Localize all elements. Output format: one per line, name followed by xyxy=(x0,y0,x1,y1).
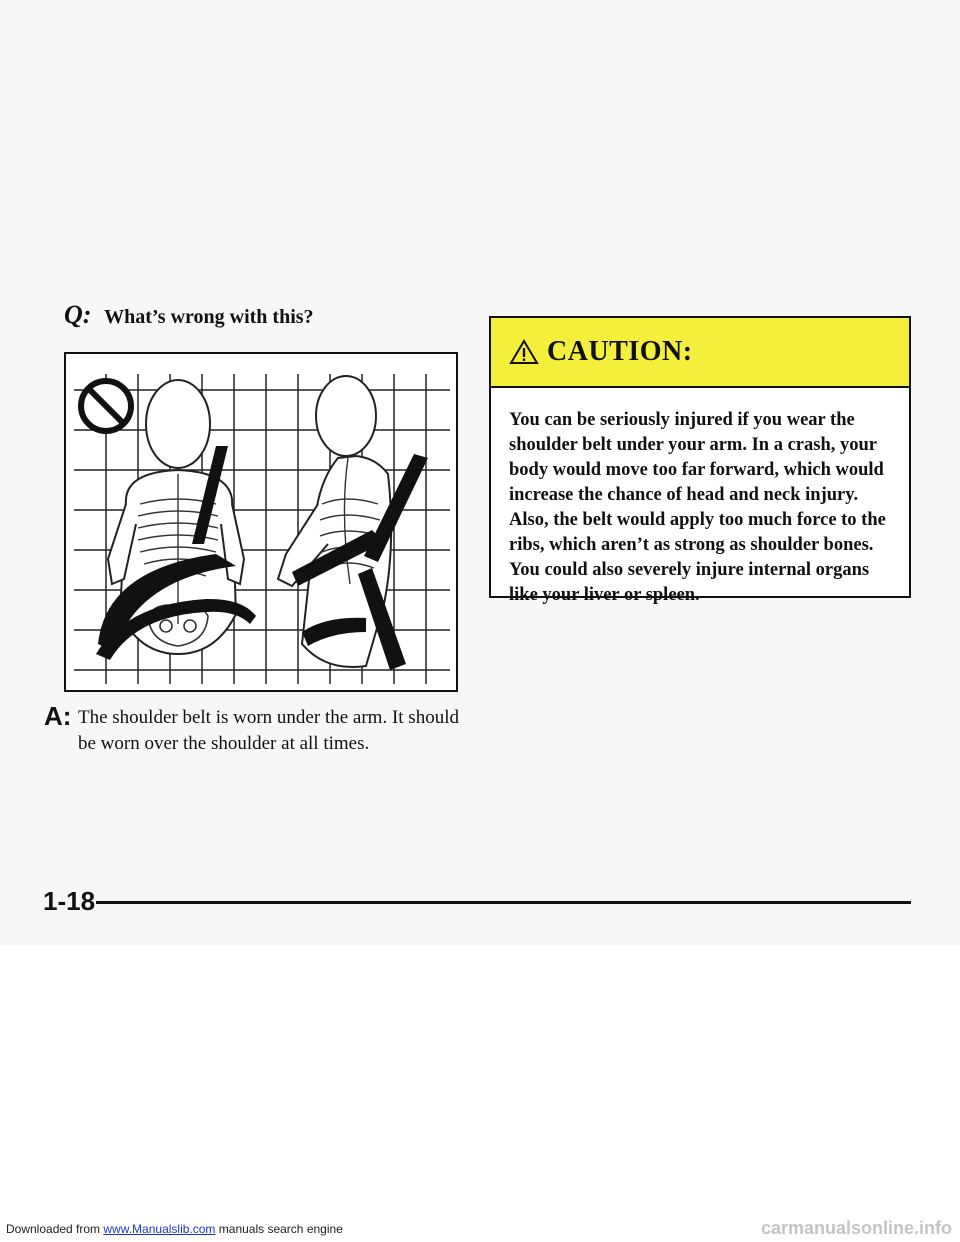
answer-text: The shoulder belt is worn under the arm. It should be worn over the shoulder at all times. xyxy=(78,707,459,754)
skeleton-belt-drawing xyxy=(66,354,456,690)
caution-text: You can be seriously injured if you wear the shoulder belt under your arm. In a crash, your body would move too far forward, which would increase the chance of head and neck injury. Also, the belt would apply too much force to the ribs, which aren’t as strong as shoulder bones. You could also severely injure internal organs like your liver or spleen. xyxy=(509,410,886,605)
download-footer xyxy=(6,1222,343,1236)
question-text: What’s wrong with this? xyxy=(104,306,314,328)
footer-prefix: Downloaded from xyxy=(6,1222,104,1236)
caution-header xyxy=(491,318,909,388)
watermark: carmanualsonline.info xyxy=(760,1218,952,1238)
question-letter: Q: xyxy=(64,300,92,329)
page-bottom-margin xyxy=(0,945,960,1242)
answer xyxy=(44,701,464,757)
caution-box xyxy=(489,316,911,605)
answer-letter: A: xyxy=(44,701,72,731)
caution-title: CAUTION: xyxy=(547,336,693,367)
page-number: 1-18 xyxy=(43,886,96,916)
warning-triangle-icon xyxy=(509,339,539,365)
footer-suffix: manuals search engine xyxy=(215,1222,343,1236)
prohibited-icon xyxy=(81,381,131,431)
manualslib-link[interactable]: www.Manualslib.com xyxy=(103,1222,216,1236)
footer-rule xyxy=(96,901,911,904)
question xyxy=(64,300,314,330)
seatbelt-illustration xyxy=(64,352,458,692)
